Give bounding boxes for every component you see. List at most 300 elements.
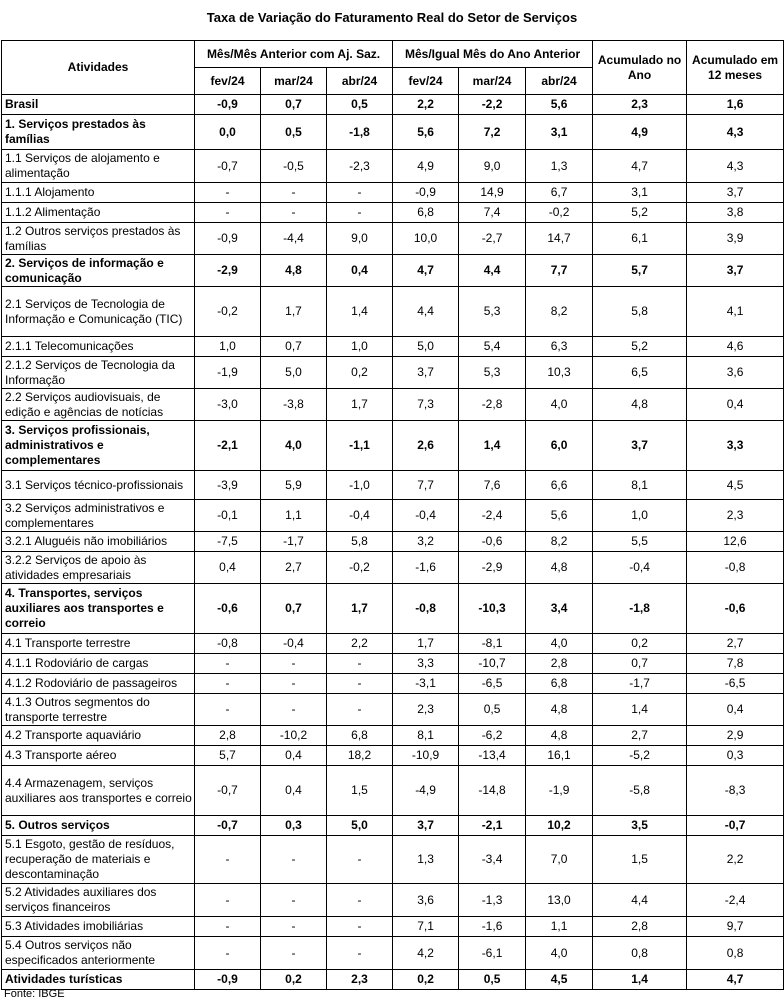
- value-cell: 4,8: [526, 694, 593, 726]
- value-cell: 5,8: [327, 532, 393, 552]
- value-cell: -0,5: [261, 150, 327, 183]
- value-cell: 10,2: [526, 816, 593, 836]
- value-cell: 7,7: [526, 255, 593, 287]
- value-cell: -: [261, 836, 327, 884]
- value-cell: 2,8: [195, 726, 261, 746]
- value-cell: -: [195, 694, 261, 726]
- activity-name: 4.1.1 Rodoviário de cargas: [2, 654, 195, 674]
- value-cell: -0,6: [195, 584, 261, 634]
- value-cell: -8,1: [459, 634, 526, 654]
- value-cell: -0,9: [195, 223, 261, 255]
- value-cell: 5,6: [526, 95, 593, 115]
- activity-name: 2.1.2 Serviços de Tecnologia da Informação: [2, 357, 195, 389]
- value-cell: -: [261, 884, 327, 917]
- value-cell: -: [327, 694, 393, 726]
- activity-name: 3.1 Serviços técnico-profissionais: [2, 471, 195, 500]
- value-cell: 14,7: [526, 223, 593, 255]
- value-cell: -13,4: [459, 746, 526, 766]
- value-cell: -2,4: [687, 884, 784, 917]
- table-row: [2, 287, 784, 337]
- value-cell: -2,7: [459, 223, 526, 255]
- table-row: [2, 183, 784, 203]
- value-cell: 10,3: [526, 357, 593, 389]
- value-cell: 2,3: [327, 970, 393, 990]
- value-cell: 7,2: [459, 115, 526, 150]
- value-cell: 3,6: [687, 357, 784, 389]
- value-cell: 0,4: [687, 389, 784, 421]
- activity-name: 4.3 Transporte aéreo: [2, 746, 195, 766]
- activity-name: 1.2 Outros serviços prestados às famílias: [2, 223, 195, 255]
- value-cell: 4,5: [526, 970, 593, 990]
- value-cell: 0,7: [593, 654, 687, 674]
- value-cell: 16,1: [526, 746, 593, 766]
- header-atividades: Atividades: [2, 41, 195, 95]
- table-row: [2, 255, 784, 287]
- value-cell: -3,4: [459, 836, 526, 884]
- value-cell: 3,7: [687, 255, 784, 287]
- value-cell: 1,7: [393, 634, 459, 654]
- activity-name: 1.1.1 Alojamento: [2, 183, 195, 203]
- activity-name: 4.1 Transporte terrestre: [2, 634, 195, 654]
- table-row: [2, 816, 784, 836]
- value-cell: 3,4: [526, 584, 593, 634]
- header-igual-mes: Mês/Igual Mês do Ano Anterior: [393, 41, 593, 68]
- value-cell: -1,9: [526, 766, 593, 816]
- value-cell: 5,7: [195, 746, 261, 766]
- value-cell: -: [327, 203, 393, 223]
- value-cell: 5,3: [459, 357, 526, 389]
- value-cell: 4,2: [393, 937, 459, 970]
- table-row: [2, 694, 784, 726]
- activity-name: 1.1.2 Alimentação: [2, 203, 195, 223]
- table-row: [2, 937, 784, 970]
- activity-name: 4.1.2 Rodoviário de passageiros: [2, 674, 195, 694]
- activity-name: 2.1.1 Telecomunicações: [2, 337, 195, 357]
- value-cell: 1,5: [593, 836, 687, 884]
- value-cell: 1,5: [327, 766, 393, 816]
- value-cell: -: [195, 937, 261, 970]
- value-cell: 6,8: [526, 674, 593, 694]
- value-cell: 2,2: [327, 634, 393, 654]
- value-cell: -: [195, 836, 261, 884]
- activity-name: 5.3 Atividades imobiliárias: [2, 917, 195, 937]
- header-month: abr/24: [327, 68, 393, 95]
- value-cell: 3,7: [593, 421, 687, 471]
- value-cell: 10,0: [393, 223, 459, 255]
- value-cell: 0,7: [261, 337, 327, 357]
- value-cell: 3,3: [687, 421, 784, 471]
- value-cell: 0,8: [687, 937, 784, 970]
- value-cell: 9,7: [687, 917, 784, 937]
- value-cell: -1,6: [393, 552, 459, 584]
- value-cell: 5,0: [261, 357, 327, 389]
- value-cell: -0,8: [195, 634, 261, 654]
- value-cell: 6,7: [526, 183, 593, 203]
- value-cell: 5,0: [393, 337, 459, 357]
- value-cell: 4,5: [687, 471, 784, 500]
- value-cell: 0,7: [261, 584, 327, 634]
- value-cell: -: [327, 884, 393, 917]
- value-cell: 1,7: [327, 584, 393, 634]
- value-cell: 3,7: [393, 357, 459, 389]
- value-cell: -2,8: [459, 389, 526, 421]
- header-month: mar/24: [261, 68, 327, 95]
- value-cell: -5,2: [593, 746, 687, 766]
- value-cell: 4,3: [687, 115, 784, 150]
- value-cell: 0,4: [261, 746, 327, 766]
- activity-name: Brasil: [2, 95, 195, 115]
- header-month: fev/24: [393, 68, 459, 95]
- value-cell: -: [261, 654, 327, 674]
- value-cell: 0,5: [327, 95, 393, 115]
- value-cell: 3,1: [526, 115, 593, 150]
- activity-name: 1. Serviços prestados às famílias: [2, 115, 195, 150]
- value-cell: 3,5: [593, 816, 687, 836]
- value-cell: 4,4: [393, 287, 459, 337]
- value-cell: 1,7: [261, 287, 327, 337]
- value-cell: 4,0: [526, 937, 593, 970]
- value-cell: -: [195, 884, 261, 917]
- value-cell: 7,0: [526, 836, 593, 884]
- value-cell: -6,1: [459, 937, 526, 970]
- value-cell: -5,8: [593, 766, 687, 816]
- value-cell: 1,1: [261, 500, 327, 532]
- value-cell: 4,0: [261, 421, 327, 471]
- value-cell: 2,2: [687, 836, 784, 884]
- table-row: [2, 357, 784, 389]
- value-cell: -0,7: [195, 150, 261, 183]
- value-cell: 4,7: [393, 255, 459, 287]
- value-cell: -2,1: [459, 816, 526, 836]
- value-cell: -2,9: [459, 552, 526, 584]
- value-cell: -6,5: [687, 674, 784, 694]
- value-cell: 0,2: [393, 970, 459, 990]
- value-cell: 1,6: [687, 95, 784, 115]
- value-cell: -2,4: [459, 500, 526, 532]
- activity-name: 4.4 Armazenagem, serviços auxiliares aos transportes e correio: [2, 766, 195, 816]
- value-cell: -2,9: [195, 255, 261, 287]
- value-cell: -0,6: [687, 584, 784, 634]
- value-cell: -: [261, 694, 327, 726]
- table-row: [2, 500, 784, 532]
- value-cell: 9,0: [327, 223, 393, 255]
- value-cell: -3,8: [261, 389, 327, 421]
- table-row: [2, 552, 784, 584]
- table-row: [2, 115, 784, 150]
- value-cell: 2,7: [593, 726, 687, 746]
- value-cell: -1,0: [327, 471, 393, 500]
- value-cell: -3,0: [195, 389, 261, 421]
- activity-name: 3.2.2 Serviços de apoio às atividades empresariais: [2, 552, 195, 584]
- value-cell: 9,0: [459, 150, 526, 183]
- value-cell: 8,2: [526, 287, 593, 337]
- value-cell: 6,3: [526, 337, 593, 357]
- value-cell: 0,5: [459, 694, 526, 726]
- value-cell: 2,3: [687, 500, 784, 532]
- value-cell: 7,1: [393, 917, 459, 937]
- value-cell: 0,7: [261, 95, 327, 115]
- value-cell: 3,1: [593, 183, 687, 203]
- value-cell: 0,8: [593, 937, 687, 970]
- value-cell: 2,7: [261, 552, 327, 584]
- table-row: [2, 766, 784, 816]
- value-cell: 5,2: [593, 203, 687, 223]
- activity-name: 1.1 Serviços de alojamento e alimentação: [2, 150, 195, 183]
- value-cell: 3,2: [393, 532, 459, 552]
- value-cell: -6,2: [459, 726, 526, 746]
- value-cell: 8,1: [593, 471, 687, 500]
- table-row: [2, 726, 784, 746]
- value-cell: 2,9: [687, 726, 784, 746]
- table-row: [2, 389, 784, 421]
- activity-name: 3. Serviços profissionais, administrativos e complementares: [2, 421, 195, 471]
- value-cell: 0,0: [195, 115, 261, 150]
- value-cell: -: [327, 917, 393, 937]
- value-cell: 6,5: [593, 357, 687, 389]
- table-title: Taxa de Variação do Faturamento Real do Setor de Serviços: [206, 10, 578, 25]
- value-cell: -: [327, 937, 393, 970]
- value-cell: -0,7: [195, 766, 261, 816]
- value-cell: 0,5: [459, 970, 526, 990]
- value-cell: -1,7: [593, 674, 687, 694]
- value-cell: -: [195, 654, 261, 674]
- value-cell: -1,6: [459, 917, 526, 937]
- value-cell: -4,4: [261, 223, 327, 255]
- value-cell: 0,2: [261, 970, 327, 990]
- table-row: [2, 584, 784, 634]
- value-cell: -0,8: [687, 552, 784, 584]
- activity-name: 5.1 Esgoto, gestão de resíduos, recuperação de materiais e descontaminação: [2, 836, 195, 884]
- value-cell: 1,4: [593, 970, 687, 990]
- value-cell: -4,9: [393, 766, 459, 816]
- value-cell: 4,8: [526, 552, 593, 584]
- value-cell: 0,5: [261, 115, 327, 150]
- value-cell: 0,4: [261, 766, 327, 816]
- value-cell: 5,5: [593, 532, 687, 552]
- value-cell: 2,3: [593, 95, 687, 115]
- value-cell: -2,2: [459, 95, 526, 115]
- value-cell: 18,2: [327, 746, 393, 766]
- value-cell: 6,8: [393, 203, 459, 223]
- activity-name: 3.2 Serviços administrativos e complementares: [2, 500, 195, 532]
- value-cell: 7,3: [393, 389, 459, 421]
- value-cell: -0,4: [593, 552, 687, 584]
- value-cell: 4,8: [526, 726, 593, 746]
- value-cell: 6,1: [593, 223, 687, 255]
- value-cell: -0,4: [327, 500, 393, 532]
- value-cell: 1,7: [327, 389, 393, 421]
- value-cell: 3,8: [687, 203, 784, 223]
- value-cell: 8,2: [526, 532, 593, 552]
- value-cell: 4,8: [261, 255, 327, 287]
- table-row: [2, 917, 784, 937]
- value-cell: -: [261, 937, 327, 970]
- value-cell: 5,4: [459, 337, 526, 357]
- value-cell: 2,7: [687, 634, 784, 654]
- value-cell: 0,2: [593, 634, 687, 654]
- value-cell: 2,8: [593, 917, 687, 937]
- value-cell: -0,7: [687, 816, 784, 836]
- value-cell: 12,6: [687, 532, 784, 552]
- value-cell: -: [327, 674, 393, 694]
- value-cell: -3,9: [195, 471, 261, 500]
- table-body: [2, 95, 784, 990]
- header-acumulado-12: Acumulado em 12 meses: [687, 41, 784, 95]
- value-cell: -0,4: [261, 634, 327, 654]
- activity-name: 5. Outros serviços: [2, 816, 195, 836]
- value-cell: 7,4: [459, 203, 526, 223]
- activity-name: 4.2 Transporte aquaviário: [2, 726, 195, 746]
- activity-name: 5.4 Outros serviços não especificados anteriormente: [2, 937, 195, 970]
- header-month: fev/24: [195, 68, 261, 95]
- table-row: [2, 654, 784, 674]
- value-cell: 4,4: [459, 255, 526, 287]
- table-row: [2, 203, 784, 223]
- value-cell: -0,9: [195, 95, 261, 115]
- value-cell: -0,7: [195, 816, 261, 836]
- value-cell: -0,8: [393, 584, 459, 634]
- value-cell: -1,8: [327, 115, 393, 150]
- activity-name: Atividades turísticas: [2, 970, 195, 990]
- value-cell: -0,9: [195, 970, 261, 990]
- value-cell: 13,0: [526, 884, 593, 917]
- value-cell: -7,5: [195, 532, 261, 552]
- value-cell: 1,0: [327, 337, 393, 357]
- value-cell: 6,6: [526, 471, 593, 500]
- header-mes-anterior: Mês/Mês Anterior com Aj. Saz.: [195, 41, 393, 68]
- value-cell: -1,8: [593, 584, 687, 634]
- value-cell: 0,2: [327, 357, 393, 389]
- value-cell: 0,3: [261, 816, 327, 836]
- activity-name: 5.2 Atividades auxiliares dos serviços financeiros: [2, 884, 195, 917]
- value-cell: 2,3: [393, 694, 459, 726]
- value-cell: -10,3: [459, 584, 526, 634]
- value-cell: 5,2: [593, 337, 687, 357]
- value-cell: 1,3: [393, 836, 459, 884]
- value-cell: 3,7: [393, 816, 459, 836]
- value-cell: -: [327, 183, 393, 203]
- value-cell: -14,8: [459, 766, 526, 816]
- table-row: [2, 970, 784, 990]
- value-cell: -: [261, 183, 327, 203]
- table-row: [2, 95, 784, 115]
- value-cell: 4,0: [526, 389, 593, 421]
- activity-name: 4.1.3 Outros segmentos do transporte terrestre: [2, 694, 195, 726]
- table-row: [2, 884, 784, 917]
- activity-name: 2. Serviços de informação e comunicação: [2, 255, 195, 287]
- value-cell: -: [195, 674, 261, 694]
- value-cell: -: [195, 203, 261, 223]
- value-cell: 5,7: [593, 255, 687, 287]
- value-cell: -0,2: [327, 552, 393, 584]
- value-cell: 0,3: [687, 746, 784, 766]
- services-table: [1, 40, 784, 990]
- value-cell: 4,7: [593, 150, 687, 183]
- value-cell: 4,0: [526, 634, 593, 654]
- value-cell: -: [261, 203, 327, 223]
- value-cell: -1,9: [195, 357, 261, 389]
- value-cell: 0,4: [195, 552, 261, 584]
- value-cell: 2,6: [393, 421, 459, 471]
- value-cell: -0,2: [195, 287, 261, 337]
- value-cell: -8,3: [687, 766, 784, 816]
- value-cell: -10,9: [393, 746, 459, 766]
- value-cell: -0,2: [526, 203, 593, 223]
- table-row: [2, 836, 784, 884]
- value-cell: 4,1: [687, 287, 784, 337]
- value-cell: -10,7: [459, 654, 526, 674]
- value-cell: -: [327, 836, 393, 884]
- value-cell: 7,8: [687, 654, 784, 674]
- value-cell: -6,5: [459, 674, 526, 694]
- value-cell: -1,1: [327, 421, 393, 471]
- value-cell: 7,7: [393, 471, 459, 500]
- table-row: [2, 634, 784, 654]
- value-cell: 1,4: [593, 694, 687, 726]
- value-cell: 4,9: [393, 150, 459, 183]
- table-row: [2, 674, 784, 694]
- value-cell: 3,7: [687, 183, 784, 203]
- value-cell: -0,6: [459, 532, 526, 552]
- value-cell: -0,4: [393, 500, 459, 532]
- activity-name: 4. Transportes, serviços auxiliares aos transportes e correio: [2, 584, 195, 634]
- value-cell: 4,9: [593, 115, 687, 150]
- value-cell: 6,0: [526, 421, 593, 471]
- table-row: [2, 532, 784, 552]
- value-cell: -3,1: [393, 674, 459, 694]
- table-row: [2, 223, 784, 255]
- table-row: [2, 471, 784, 500]
- value-cell: 4,4: [593, 884, 687, 917]
- value-cell: -1,7: [261, 532, 327, 552]
- value-cell: -10,2: [261, 726, 327, 746]
- value-cell: 2,2: [393, 95, 459, 115]
- value-cell: 1,0: [593, 500, 687, 532]
- activity-name: 2.2 Serviços audiovisuais, de edição e agências de notícias: [2, 389, 195, 421]
- table-row: [2, 337, 784, 357]
- value-cell: 1,1: [526, 917, 593, 937]
- table-row: [2, 746, 784, 766]
- header-month: abr/24: [526, 68, 593, 95]
- value-cell: 5,3: [459, 287, 526, 337]
- source-note: Fonte: IBGE: [4, 988, 65, 1000]
- value-cell: -2,1: [195, 421, 261, 471]
- value-cell: 4,8: [593, 389, 687, 421]
- value-cell: 0,4: [327, 255, 393, 287]
- value-cell: -: [261, 674, 327, 694]
- value-cell: 5,8: [593, 287, 687, 337]
- value-cell: 14,9: [459, 183, 526, 203]
- value-cell: 4,6: [687, 337, 784, 357]
- value-cell: -: [327, 654, 393, 674]
- table-row: [2, 150, 784, 183]
- value-cell: 5,0: [327, 816, 393, 836]
- value-cell: 0,4: [687, 694, 784, 726]
- value-cell: 8,1: [393, 726, 459, 746]
- value-cell: 4,3: [687, 150, 784, 183]
- value-cell: 4,7: [687, 970, 784, 990]
- value-cell: 1,4: [327, 287, 393, 337]
- value-cell: 7,6: [459, 471, 526, 500]
- activity-name: 2.1 Serviços de Tecnologia de Informação e Comunicação (TIC): [2, 287, 195, 337]
- value-cell: 6,8: [327, 726, 393, 746]
- table-row: [2, 421, 784, 471]
- value-cell: -2,3: [327, 150, 393, 183]
- value-cell: -: [195, 917, 261, 937]
- activity-name: 3.2.1 Aluguéis não imobiliários: [2, 532, 195, 552]
- value-cell: 3,3: [393, 654, 459, 674]
- value-cell: 5,6: [393, 115, 459, 150]
